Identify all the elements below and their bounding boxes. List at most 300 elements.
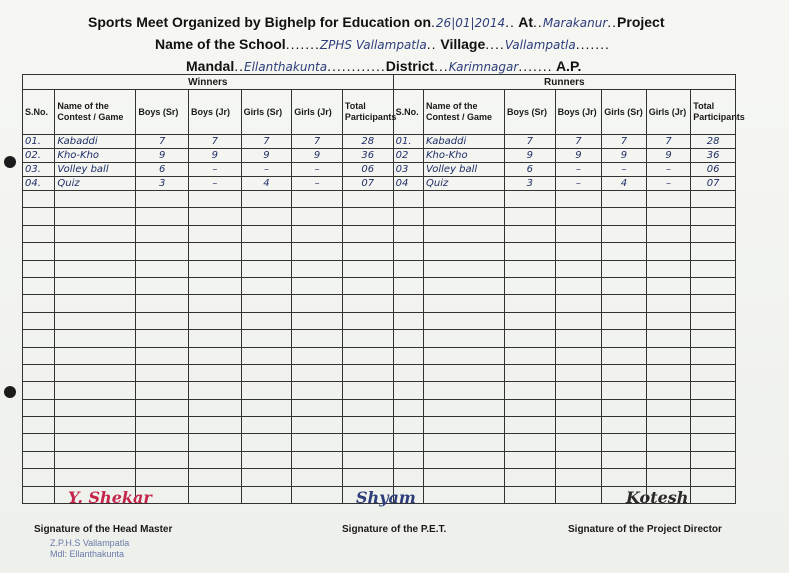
empty-cell (342, 277, 393, 294)
empty-cell (241, 382, 292, 399)
empty-cell (23, 260, 55, 277)
empty-cell (292, 243, 343, 260)
empty-cell (342, 347, 393, 364)
empty-cell (602, 347, 647, 364)
winner-contest-cell: Quiz (55, 177, 136, 191)
winner-girls-sr-cell: 4 (241, 177, 292, 191)
empty-cell (691, 312, 736, 329)
runner-boys-jr-cell: – (555, 163, 602, 177)
empty-cell (55, 469, 136, 486)
winner-girls-jr-cell: 7 (292, 135, 343, 149)
empty-cell (424, 399, 505, 416)
empty-cell (23, 417, 55, 434)
winner-boys-sr-cell: 6 (136, 163, 189, 177)
empty-cell (136, 225, 189, 242)
empty-cell (424, 260, 505, 277)
empty-cell (505, 295, 556, 312)
empty-cell (691, 243, 736, 260)
empty-cell (189, 243, 242, 260)
empty-cell (23, 434, 55, 451)
empty-cell (189, 434, 242, 451)
empty-cell (241, 225, 292, 242)
stamp-line: Z.P.H.S Vallampatla (50, 538, 130, 548)
empty-cell (342, 260, 393, 277)
empty-cell (424, 364, 505, 381)
empty-cell (555, 434, 602, 451)
runner-boys-jr-cell: 9 (555, 149, 602, 163)
empty-cell (342, 191, 393, 208)
empty-cell (393, 225, 423, 242)
empty-cell (424, 191, 505, 208)
empty-cell (602, 434, 647, 451)
empty-row (23, 399, 736, 416)
empty-cell (241, 208, 292, 225)
empty-cell (136, 260, 189, 277)
empty-cell (602, 243, 647, 260)
empty-cell (23, 208, 55, 225)
empty-cell (505, 451, 556, 468)
empty-row (23, 191, 736, 208)
empty-cell (393, 364, 423, 381)
column-header-row (23, 90, 736, 135)
empty-cell (555, 399, 602, 416)
runner-contest-cell: Quiz (424, 177, 505, 191)
empty-cell (424, 295, 505, 312)
director-signature-label: Signature of the Project Director (568, 524, 722, 535)
table-row (23, 163, 736, 177)
empty-cell (646, 330, 691, 347)
empty-cell (55, 434, 136, 451)
empty-cell (393, 382, 423, 399)
empty-cell (136, 434, 189, 451)
empty-cell (342, 295, 393, 312)
empty-cell (241, 399, 292, 416)
pet-signature-label: Signature of the P.E.T. (342, 524, 447, 535)
empty-cell (393, 277, 423, 294)
empty-row (23, 330, 736, 347)
empty-cell (602, 191, 647, 208)
empty-cell (241, 417, 292, 434)
empty-row (23, 469, 736, 486)
empty-cell (602, 330, 647, 347)
empty-cell (23, 382, 55, 399)
runner-boys-jr-cell: – (555, 177, 602, 191)
punch-hole (4, 156, 16, 168)
mandal-line: Mandal..Ellanthakunta............District...Karimnagar....... A.P. (186, 58, 582, 74)
empty-cell (342, 399, 393, 416)
empty-cell (555, 243, 602, 260)
empty-cell (55, 382, 136, 399)
empty-cell (555, 277, 602, 294)
empty-cell (424, 312, 505, 329)
winner-total-cell: 36 (342, 149, 393, 163)
empty-cell (241, 260, 292, 277)
empty-cell (241, 312, 292, 329)
empty-cell (241, 243, 292, 260)
empty-cell (55, 417, 136, 434)
empty-cell (505, 382, 556, 399)
empty-cell (292, 330, 343, 347)
empty-cell (691, 382, 736, 399)
empty-cell (23, 243, 55, 260)
empty-cell (555, 225, 602, 242)
empty-cell (23, 225, 55, 242)
empty-cell (646, 364, 691, 381)
empty-cell (646, 243, 691, 260)
empty-cell (189, 399, 242, 416)
empty-cell (393, 417, 423, 434)
empty-cell (393, 347, 423, 364)
empty-cell (292, 451, 343, 468)
empty-cell (505, 486, 556, 503)
winner-sno-cell: 01. (23, 135, 55, 149)
empty-cell (241, 364, 292, 381)
winner-contest-cell: Kabaddi (55, 135, 136, 149)
empty-cell (23, 451, 55, 468)
empty-cell (189, 295, 242, 312)
empty-cell (342, 469, 393, 486)
winner-boys-sr-cell: 3 (136, 177, 189, 191)
empty-cell (136, 330, 189, 347)
empty-cell (505, 312, 556, 329)
mandal-value: Ellanthakunta (244, 60, 328, 74)
empty-cell (241, 277, 292, 294)
empty-cell (23, 364, 55, 381)
col-girls-sr: Girls (Sr) (241, 90, 292, 135)
empty-cell (189, 451, 242, 468)
empty-cell (646, 208, 691, 225)
empty-cell (691, 277, 736, 294)
runner-boys-sr-cell: 3 (505, 177, 556, 191)
empty-cell (602, 469, 647, 486)
empty-cell (424, 486, 505, 503)
project-label: Project (617, 14, 665, 30)
empty-cell (424, 243, 505, 260)
empty-cell (189, 486, 242, 503)
empty-cell (342, 382, 393, 399)
empty-cell (55, 347, 136, 364)
school-label: Name of the School (155, 36, 286, 52)
empty-cell (646, 469, 691, 486)
village-value: Vallampatla (504, 38, 576, 52)
runner-boys-sr-cell: 6 (505, 163, 556, 177)
empty-cell (691, 208, 736, 225)
empty-cell (691, 225, 736, 242)
empty-row (23, 208, 736, 225)
table-row (23, 135, 736, 149)
empty-cell (602, 364, 647, 381)
empty-cell (505, 277, 556, 294)
empty-cell (55, 208, 136, 225)
empty-cell (136, 312, 189, 329)
empty-cell (602, 260, 647, 277)
empty-cell (189, 364, 242, 381)
empty-row (23, 260, 736, 277)
col-total: Total Participants (342, 90, 393, 135)
empty-cell (424, 451, 505, 468)
empty-cell (505, 469, 556, 486)
winners-header: Winners (23, 75, 394, 90)
runner-girls-sr-cell: 9 (602, 149, 647, 163)
empty-row (23, 277, 736, 294)
empty-cell (23, 191, 55, 208)
runner-girls-sr-cell: 7 (602, 135, 647, 149)
empty-cell (136, 451, 189, 468)
empty-cell (393, 434, 423, 451)
empty-cell (424, 382, 505, 399)
empty-cell (393, 469, 423, 486)
empty-row (23, 347, 736, 364)
winner-girls-sr-cell: 7 (241, 135, 292, 149)
empty-cell (393, 191, 423, 208)
empty-cell (23, 277, 55, 294)
empty-cell (189, 312, 242, 329)
winner-boys-jr-cell: 7 (189, 135, 242, 149)
empty-cell (505, 208, 556, 225)
empty-cell (646, 399, 691, 416)
empty-cell (342, 243, 393, 260)
empty-cell (23, 312, 55, 329)
empty-cell (189, 469, 242, 486)
empty-cell (23, 486, 55, 503)
empty-cell (55, 191, 136, 208)
empty-cell (136, 399, 189, 416)
empty-cell (342, 434, 393, 451)
empty-cell (55, 312, 136, 329)
winner-girls-jr-cell: – (292, 163, 343, 177)
table-row (23, 149, 736, 163)
empty-row (23, 295, 736, 312)
empty-cell (241, 486, 292, 503)
punch-hole (4, 386, 16, 398)
empty-row (23, 434, 736, 451)
empty-cell (55, 330, 136, 347)
empty-cell (424, 469, 505, 486)
empty-cell (424, 330, 505, 347)
winner-boys-jr-cell: – (189, 177, 242, 191)
empty-cell (189, 382, 242, 399)
empty-cell (505, 347, 556, 364)
empty-cell (424, 434, 505, 451)
runner-girls-sr-cell: – (602, 163, 647, 177)
empty-cell (691, 469, 736, 486)
school-stamp (50, 538, 129, 560)
empty-cell (691, 451, 736, 468)
col-sno: S.No. (23, 90, 55, 135)
runner-total-cell: 28 (691, 135, 736, 149)
venue-value: Marakanur (542, 16, 608, 30)
runner-contest-cell: Kho-Kho (424, 149, 505, 163)
winner-total-cell: 06 (342, 163, 393, 177)
empty-cell (691, 434, 736, 451)
empty-cell (23, 347, 55, 364)
empty-cell (136, 382, 189, 399)
empty-cell (646, 260, 691, 277)
winner-girls-sr-cell: – (241, 163, 292, 177)
runner-total-cell: 36 (691, 149, 736, 163)
runner-girls-jr-cell: 7 (646, 135, 691, 149)
empty-cell (602, 399, 647, 416)
empty-cell (646, 295, 691, 312)
empty-cell (555, 347, 602, 364)
empty-cell (136, 243, 189, 260)
runner-sno-cell: 04 (393, 177, 423, 191)
empty-cell (292, 277, 343, 294)
empty-cell (55, 225, 136, 242)
col-sno: S.No. (393, 90, 423, 135)
winner-boys-sr-cell: 9 (136, 149, 189, 163)
empty-cell (23, 330, 55, 347)
empty-cell (292, 417, 343, 434)
empty-cell (342, 225, 393, 242)
empty-cell (555, 364, 602, 381)
form-title-line: Sports Meet Organized by Bighelp for Education on.26|01|2014.. At..Marakanur..Project (88, 14, 665, 30)
empty-cell (292, 208, 343, 225)
empty-cell (393, 312, 423, 329)
empty-cell (55, 277, 136, 294)
empty-row (23, 243, 736, 260)
empty-cell (555, 417, 602, 434)
group-header-row (23, 75, 736, 90)
empty-cell (55, 243, 136, 260)
runner-girls-jr-cell: – (646, 177, 691, 191)
empty-cell (555, 330, 602, 347)
empty-cell (241, 295, 292, 312)
empty-cell (505, 330, 556, 347)
empty-cell (55, 260, 136, 277)
winner-contest-cell: Kho-Kho (55, 149, 136, 163)
empty-cell (555, 208, 602, 225)
empty-cell (646, 434, 691, 451)
empty-cell (189, 191, 242, 208)
empty-cell (555, 451, 602, 468)
district-value: Karimnagar (448, 60, 519, 74)
col-boys-sr: Boys (Sr) (505, 90, 556, 135)
empty-cell (555, 312, 602, 329)
empty-row (23, 225, 736, 242)
runner-contest-cell: Kabaddi (424, 135, 505, 149)
empty-row (23, 451, 736, 468)
col-boys-jr: Boys (Jr) (555, 90, 602, 135)
empty-cell (393, 260, 423, 277)
empty-cell (505, 399, 556, 416)
empty-cell (342, 330, 393, 347)
winner-total-cell: 28 (342, 135, 393, 149)
empty-cell (292, 399, 343, 416)
empty-cell (602, 417, 647, 434)
empty-cell (555, 382, 602, 399)
empty-cell (136, 295, 189, 312)
empty-cell (393, 208, 423, 225)
empty-cell (189, 417, 242, 434)
empty-cell (646, 417, 691, 434)
empty-cell (241, 451, 292, 468)
empty-cell (241, 330, 292, 347)
runner-contest-cell: Volley ball (424, 163, 505, 177)
school-line: Name of the School.......ZPHS Vallampatla.. Village....Vallampatla....... (155, 36, 610, 52)
empty-cell (292, 434, 343, 451)
col-contest: Name of the Contest / Game (424, 90, 505, 135)
winner-boys-jr-cell: 9 (189, 149, 242, 163)
empty-cell (136, 469, 189, 486)
empty-cell (505, 260, 556, 277)
winner-sno-cell: 03. (23, 163, 55, 177)
empty-cell (555, 191, 602, 208)
empty-cell (23, 399, 55, 416)
winner-girls-sr-cell: 9 (241, 149, 292, 163)
empty-cell (292, 364, 343, 381)
runner-girls-jr-cell: 9 (646, 149, 691, 163)
empty-cell (602, 208, 647, 225)
empty-cell (505, 225, 556, 242)
empty-cell (292, 469, 343, 486)
empty-cell (55, 364, 136, 381)
empty-cell (189, 208, 242, 225)
empty-cell (505, 434, 556, 451)
winner-girls-jr-cell: 9 (292, 149, 343, 163)
empty-cell (646, 451, 691, 468)
empty-cell (136, 417, 189, 434)
empty-cell (602, 225, 647, 242)
empty-cell (691, 417, 736, 434)
head-master-signature-mark: Y. Shekar (68, 488, 152, 507)
winner-contest-cell: Volley ball (55, 163, 136, 177)
runner-boys-jr-cell: 7 (555, 135, 602, 149)
empty-cell (555, 469, 602, 486)
empty-cell (189, 347, 242, 364)
empty-cell (189, 277, 242, 294)
empty-cell (691, 486, 736, 503)
empty-cell (393, 330, 423, 347)
table-row (23, 177, 736, 191)
empty-cell (393, 295, 423, 312)
village-label: Village (440, 36, 486, 52)
district-label: District (385, 58, 435, 74)
head-master-signature-label: Signature of the Head Master (34, 524, 173, 535)
empty-cell (646, 225, 691, 242)
empty-cell (646, 347, 691, 364)
empty-cell (424, 208, 505, 225)
col-girls-jr: Girls (Jr) (292, 90, 343, 135)
winner-boys-sr-cell: 7 (136, 135, 189, 149)
empty-cell (646, 312, 691, 329)
empty-cell (342, 364, 393, 381)
empty-cell (241, 191, 292, 208)
empty-cell (424, 277, 505, 294)
col-total: Total Participants (691, 90, 736, 135)
empty-cell (292, 225, 343, 242)
empty-cell (292, 486, 343, 503)
empty-cell (55, 451, 136, 468)
state-label: A.P. (555, 58, 582, 74)
empty-cell (136, 347, 189, 364)
runner-girls-sr-cell: 4 (602, 177, 647, 191)
runner-sno-cell: 02 (393, 149, 423, 163)
empty-cell (424, 225, 505, 242)
results-table (22, 74, 745, 504)
empty-cell (55, 399, 136, 416)
school-value: ZPHS Vallampatla (319, 38, 427, 52)
empty-cell (136, 191, 189, 208)
empty-cell (691, 399, 736, 416)
empty-cell (602, 451, 647, 468)
empty-row (23, 364, 736, 381)
empty-cell (189, 330, 242, 347)
empty-cell (602, 277, 647, 294)
empty-cell (424, 417, 505, 434)
runner-boys-sr-cell: 9 (505, 149, 556, 163)
empty-cell (55, 295, 136, 312)
